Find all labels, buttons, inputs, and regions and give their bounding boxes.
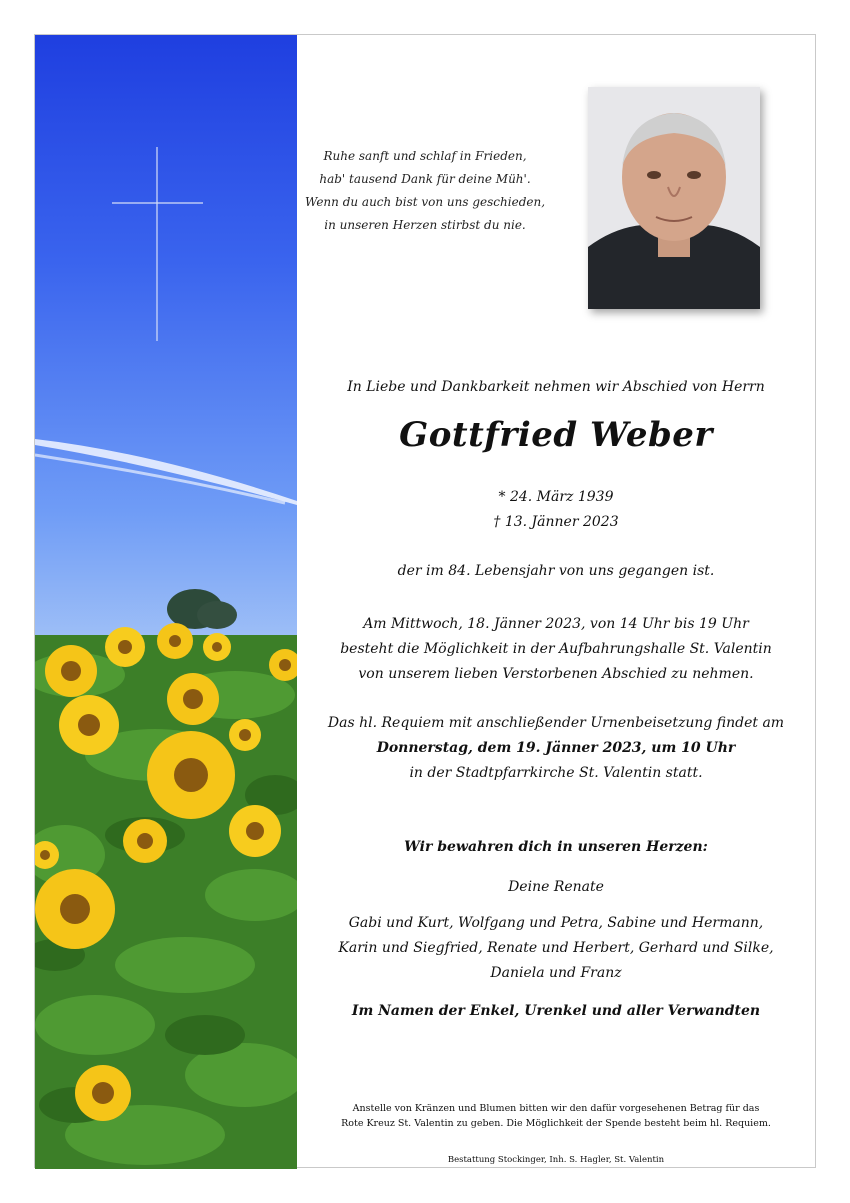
spouse-name: Deine Renate (508, 879, 604, 895)
viewing-line: von unserem lieben Verstorbenen Abschied zu nehmen. (358, 666, 754, 682)
viewing-line: besteht die Möglichkeit in der Aufbahrungshalle St. Valentin (340, 641, 772, 657)
sunflower-illustration (35, 35, 297, 1169)
requiem-line: Das hl. Requiem mit anschließender Urnenbeisetzung findet am (327, 715, 785, 731)
farewell-intro: In Liebe und Dankbarkeit nehmen wir Abschied von Herrn (347, 379, 765, 395)
memorial-motto: Wir bewahren dich in unseren Herzen: (404, 839, 708, 855)
notice-line: Rote Kreuz St. Valentin zu geben. Die Möglichkeit der Spende besteht beim hl. Requiem. (341, 1118, 771, 1129)
requiem-info (301, 711, 811, 786)
verse-line: Wenn du auch bist von uns geschieden, (304, 195, 546, 209)
family-names (301, 911, 811, 986)
deceased-name: Gottfried Weber (399, 415, 713, 455)
sunflower-field-image (35, 35, 297, 1169)
viewing-info (301, 612, 811, 687)
relatives-line: Im Namen der Enkel, Urenkel und aller Verwandten (351, 1003, 761, 1019)
life-dates (301, 485, 811, 535)
death-date: † 13. Jänner 2023 (493, 514, 619, 530)
verse-line: Ruhe sanft und schlaf in Frieden, (323, 149, 527, 163)
portrait-photo (588, 87, 760, 309)
notice-line: Anstelle von Kränzen und Blumen bitten wir den dafür vorgesehenen Betrag für das (352, 1103, 760, 1114)
family-line: Karin und Siegfried, Renate und Herbert, Gerhard und Silke, (338, 940, 774, 956)
verse-line: in unseren Herzen stirbst du nie. (324, 218, 526, 232)
family-line: Gabi und Kurt, Wolfgang und Petra, Sabine und Hermann, (348, 915, 764, 931)
donation-notice (301, 1101, 811, 1131)
requiem-line: in der Stadtpfarrkirche St. Valentin statt. (409, 765, 703, 781)
requiem-date: Donnerstag, dem 19. Jänner 2023, um 10 Uhr (376, 740, 736, 756)
birth-date: * 24. März 1939 (498, 489, 614, 505)
memorial-verse (303, 145, 547, 237)
obituary-card (34, 34, 816, 1168)
verse-line: hab' tausend Dank für deine Müh'. (319, 172, 531, 186)
viewing-line: Am Mittwoch, 18. Jänner 2023, von 14 Uhr bis 19 Uhr (363, 616, 749, 632)
age-statement: der im 84. Lebensjahr von uns gegangen ist. (397, 563, 715, 579)
family-line: Daniela und Franz (490, 965, 622, 981)
undertaker-credit: Bestattung Stockinger, Inh. S. Hagler, St. Valentin (447, 1155, 665, 1165)
